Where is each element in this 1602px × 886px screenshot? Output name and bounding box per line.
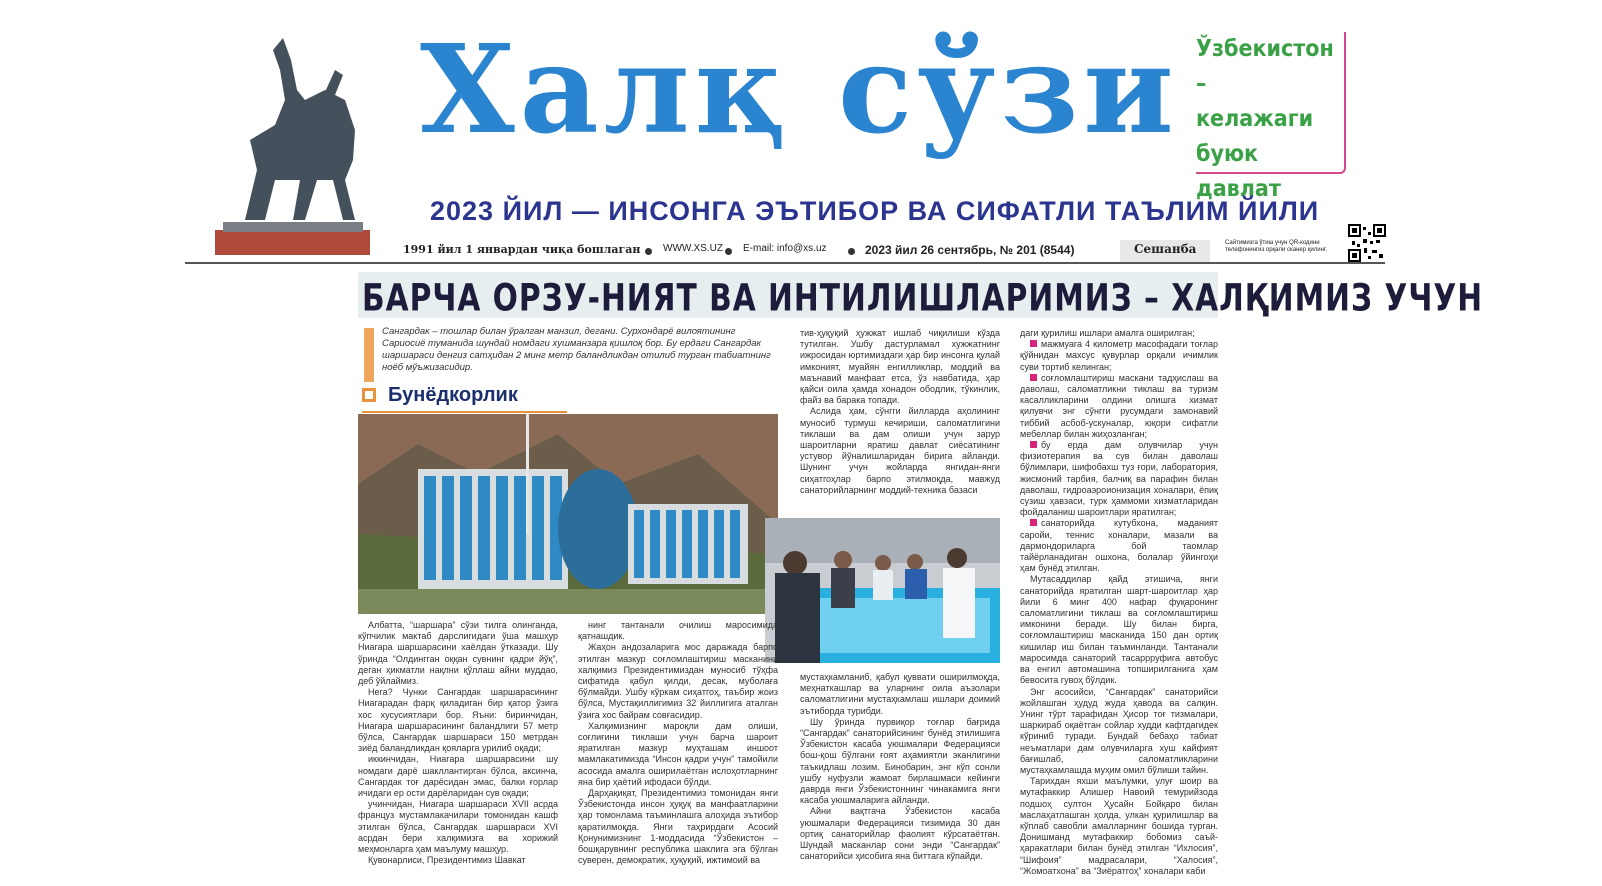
qr-caption: Сайтимизга ўтиш учун QR-кодини телефонингиз орқали сканер қилинг.: [1225, 240, 1328, 253]
sanatorium-photo: [358, 414, 778, 614]
column-3-top: [800, 328, 1000, 514]
newspaper-logo: Халқ сўзи: [420, 17, 1179, 161]
bullet-icon: [1030, 374, 1037, 381]
list-item: санаторийда кутубхона, маданият саройи, теннис хоналари, мазали ва дармондориларга бой таомлар тайёрланадиган ошхона, болалар ўйингоҳи ҳам бунёд этилган.: [1020, 518, 1218, 574]
year-motto: 2023 ЙИЛ — ИНСОНГА ЭЪТИБОР ВА СИФАТЛИ ТАЪЛИМ ЙИЛИ: [430, 196, 1320, 226]
section-square-icon: [362, 388, 376, 402]
paragraph: Айни вақтгача Ўзбекистон касаба уюшмалари Федерацияси тизимида 30 дан ортиқ санаторийлар фаолият кўрсатаётган. Шундай масканлар сони энди “Сангардак” санаторийси ҳисобига яна биттага кўпайди.: [800, 806, 1000, 862]
paragraph: тив-ҳуқуқий ҳужжат ишлаб чиқилиши кўзда тутилган. Ушбу дастурламал хужжатнинг ижросидан юртимиздаги ҳар бир инсонга қулай имконият, муайян енгилликлар, моддий ва маънавий манфаат етса, ўз навбатида, ҳар қайси оила ҳамда хонадон ободлик, тўкинлик, файз ва барака топади.: [800, 328, 1000, 406]
article-headline: [358, 272, 1484, 320]
paragraph: мустаҳкамланиб, қабул қуввати оширилмоқда, меҳнаткашлар ва уларнинг оила аъзолари саломатлигини мустаҳкамлаш ишлари доимий эътиборда турибди.: [800, 672, 1000, 716]
column-2: [578, 620, 778, 886]
paragraph: Халқимизнинг мароқли дам олиши, соғлиғини тиклаши учун барча шароит яратилган мазкур муҳташам иншоот мамлакатимизда “Инсон қадри учун” тамойили асосида амалга оширилаётган ислоҳотларнинг яна бир ҳаётий ифодаси бўлди.: [578, 720, 778, 787]
slogan-line: Ўзбекистон –: [1196, 36, 1334, 97]
paragraph: учинчидан, Ниагара шаршараси XVII асрда француз мустамлакачилари томонидан кашф этилган бўлса, Сангардак шаршараси XVI асрдан бери халқимизга ва хорижий меҳмонларга ҳам маълуму машҳур.: [358, 799, 558, 855]
headline-text: БАРЧА ОРЗУ-НИЯТ ВА ИНТИЛИШЛАРИМИЗ – ХАЛҚИМИЗ УЧУН: [362, 276, 1484, 320]
section-label: [362, 384, 567, 413]
paragraph: Аслида ҳам, сўнгги йилларда аҳолининг муносиб турмуш кечириши, саломатлигини тиклаши ва дам олиши учун зарур шароитларни яратиш давлат сиёсатининг устувор йўналишларидан бирига айланди. Шунинг учун жойларда янгидан-янги сиҳатгоҳлар барпо этилмоқда, мавжуд санаторийларнинг моддий-техника базаси: [800, 406, 1000, 495]
amir-temur-statue-icon: [205, 30, 380, 255]
paragraph: Шу ўринда пурвиқор тоғлар бағрида “Сангардак” санаторийсининг бунёд этилишига Ўзбекистон касаба уюшмалари Федерацияси бош-қош бўлгани ғоят аҳамиятли эканлигини таъкидлаш лозим. Бинобарин, энг кўп сонли ушбу нуфузли жамоат бирлашмаси кейинги даврда янги Ўзбекистоннинг чинакамига янги касаба уюшмаларига айланди.: [800, 716, 1000, 806]
paragraph: Жаҳон андозаларига мос даражада барпо этилган мазкур соғломлаштириш масканини халқимиз Президентимиздан муносиб тўҳфа сифатида қабул қилди, десак, муболаға бўлмайди. Ушбу кўркам сиҳатгоҳ, таъбир жоиз бўлса, Мустақиллигимиз 32 йиллигига аталган ўзига хос байрам совғасидир.: [578, 642, 778, 720]
slogan-box: [1196, 32, 1346, 202]
weekday: Сешанба: [1120, 240, 1210, 262]
founded-date: 1991 йил 1 январдан чиқа бошлаган: [403, 243, 641, 256]
paragraph: иккинчидан, Ниагара шаршарасини шу номдаги дарё шакллантирган бўлса, аксинча, Сангардак тоғ дарёсидан эмас, балки ғорлар ичидаги ер ости дарёларидан сув оқади;: [358, 754, 558, 799]
pool-visit-photo: [765, 518, 1000, 663]
paragraph: Энг асосийси, “Сангардак” санаторийси жойлашган ҳудуд жуда ҳавода ва салқин. Унинг тўрт тарафидан Ҳисор тоғ тизмалари, шаркираб оқаётган сойлар худди кафтдагидек кўриниб туради. Бундай бебаҳо табиат неъматлари дам олувчиларга хуш кайфият бағишлаб, саломатликларини мустаҳкамлашда муҳим омил бўлиши тайин.: [1020, 686, 1218, 775]
column-1: [358, 620, 558, 886]
paragraph: Мутасаддилар қайд этишича, янги санаторийда яратилган шарт-шароитлар ҳар йили 6 минг 400 нафар фуқаронинг саломатлигини тиклаш ва соғломлаштириш имконини беради. Шу билан бирга, соғломлаштириш масканида 150 дан ортиқ кишилар иш билан таъминланди. Тантанали маросимда санаторий тасаррруфига автобус ва енгил автомашина топширилганига ҳам бевосита гувоҳ бўлдик.: [1020, 574, 1218, 686]
paragraph: даги қурилиш ишлари амалга оширилган;: [1020, 328, 1195, 338]
issue-date: 2023 йил 26 сентябрь, № 201 (8544): [865, 243, 1075, 257]
section-title: Бунёдкорлик: [388, 384, 518, 406]
paragraph: Қувонарлиси, Президентимиз Шавкат: [368, 855, 526, 866]
bullet-icon: [1030, 519, 1037, 526]
paragraph: Дарҳақиқат, Президентимиз томонидан янги Ўзбекистонда инсон ҳуқуқ ва манфаатларини ҳар томонлама таъминлашга алоҳида эътибор қаратилмоқда. Янги таҳрирдаги Асосий Қонунимизнинг 1-моддасида “Ўзбекистон – бошқарувнинг республика шаклига эга бўлган суверен, демократик, ҳуқуқий, ижтимоий ва: [578, 788, 778, 866]
issue-info-bar: [185, 240, 1385, 264]
paragraph: нинг тантанали очилиш маросимида қатнашдик.: [578, 620, 778, 642]
bullet-icon: [1030, 340, 1037, 347]
list-item: мажмуага 4 километр масофадаги тоғлар қўйнидан махсус қувурлар орқали ичимлик суви тортиб келинган;: [1020, 339, 1218, 372]
list-item: бу ерда дам олувчилар учун физиотерапия ва сув билан даволаш бўлимлари, шифобахш туз ғори, лаборатория, жисмоний тарбия, балчиқ ва парафин билан даволаш, гидроаэроионизация хоналари, ёпиқ сузиш ҳавзаси, турк ҳаммоми хизматларидан фойдаланиш шароитлари яратилган;: [1020, 440, 1218, 518]
paragraph: Тарихдан яхши маълумки, улуғ шоир ва мутафаккир Алишер Навоий темурийзода подшоҳ султон Ҳусайн Бойқаро билан маслаҳатлашган ҳолда, улкан қурилишлар ва кўплаб савобли амалларнинг бошида турган. Донишманд мутафаккир бобомиз саъй-ҳаракатлари билан бунёд этилган “Ихлосия”, “Шифоия” мадрасалари, “Халосия”, “Жомоатхона” ва “Зиёратгоҳ” хоналари каби: [1020, 776, 1218, 876]
qr-code-icon[interactable]: [1348, 224, 1386, 262]
paragraph: Албатта, “шаршара” сўзи тилга олинганда, кўпчилик мактаб дарслигидаги ўша машҳур Ниагара шаршарасини хаёлдан ўтказади. Шу ўринда “Олдингган оққан сувнинг қадри йўқ”, деган ҳикматли нақлни қўллаш айни муддао, деб ўйлаймиз.: [358, 620, 558, 687]
lead-accent-bar: [364, 328, 374, 382]
bullet-icon: [1030, 441, 1037, 448]
slogan-line: буюк: [1196, 141, 1259, 167]
email-link[interactable]: E-mail: info@xs.uz: [743, 243, 827, 254]
slogan-line: келажаги: [1196, 106, 1314, 132]
paragraph: Нега? Чунки Сангардак шаршарасининг Ниагарадан фарқ қиладиган бир қатор ўзига хос хусусиятлари бор. Яъни: биринчидан, Ниагара шаршарасининг баландлиги 57 метр бўлса, Сангардак шаршараси 150 метрдан зиёд баландликдан қояларга урилиб оқади;: [358, 687, 558, 754]
website-link[interactable]: WWW.XS.UZ: [663, 243, 723, 254]
list-item: соғломлаштириш маскани тадҳислаш ва даволаш, саломатликни тиклаш ва туризм касалликларини олдини олишга хизмат қилувчи энг сўнгги русумдаги замонавий тиббий асбоб-ускуналар, юқори сифатли мебеллар билан жиҳозланган;: [1020, 372, 1218, 439]
column-4: [1020, 328, 1218, 886]
column-3-bottom: [800, 672, 1000, 886]
slogan-line: давлат: [1196, 176, 1281, 202]
article-lead: Сангардак – тошлар билан ўралган манзил, дегани. Сурхондарё вилоятининг Сариосиё туманида шундай номдаги хушманзара қишлоқ бор. Бу ердаги Сангардак шаршараси денгиз сатҳидан 2 минг метр баландликдан отилиб турган табиатнинг ноёб мўъжизасидир.: [382, 326, 771, 373]
